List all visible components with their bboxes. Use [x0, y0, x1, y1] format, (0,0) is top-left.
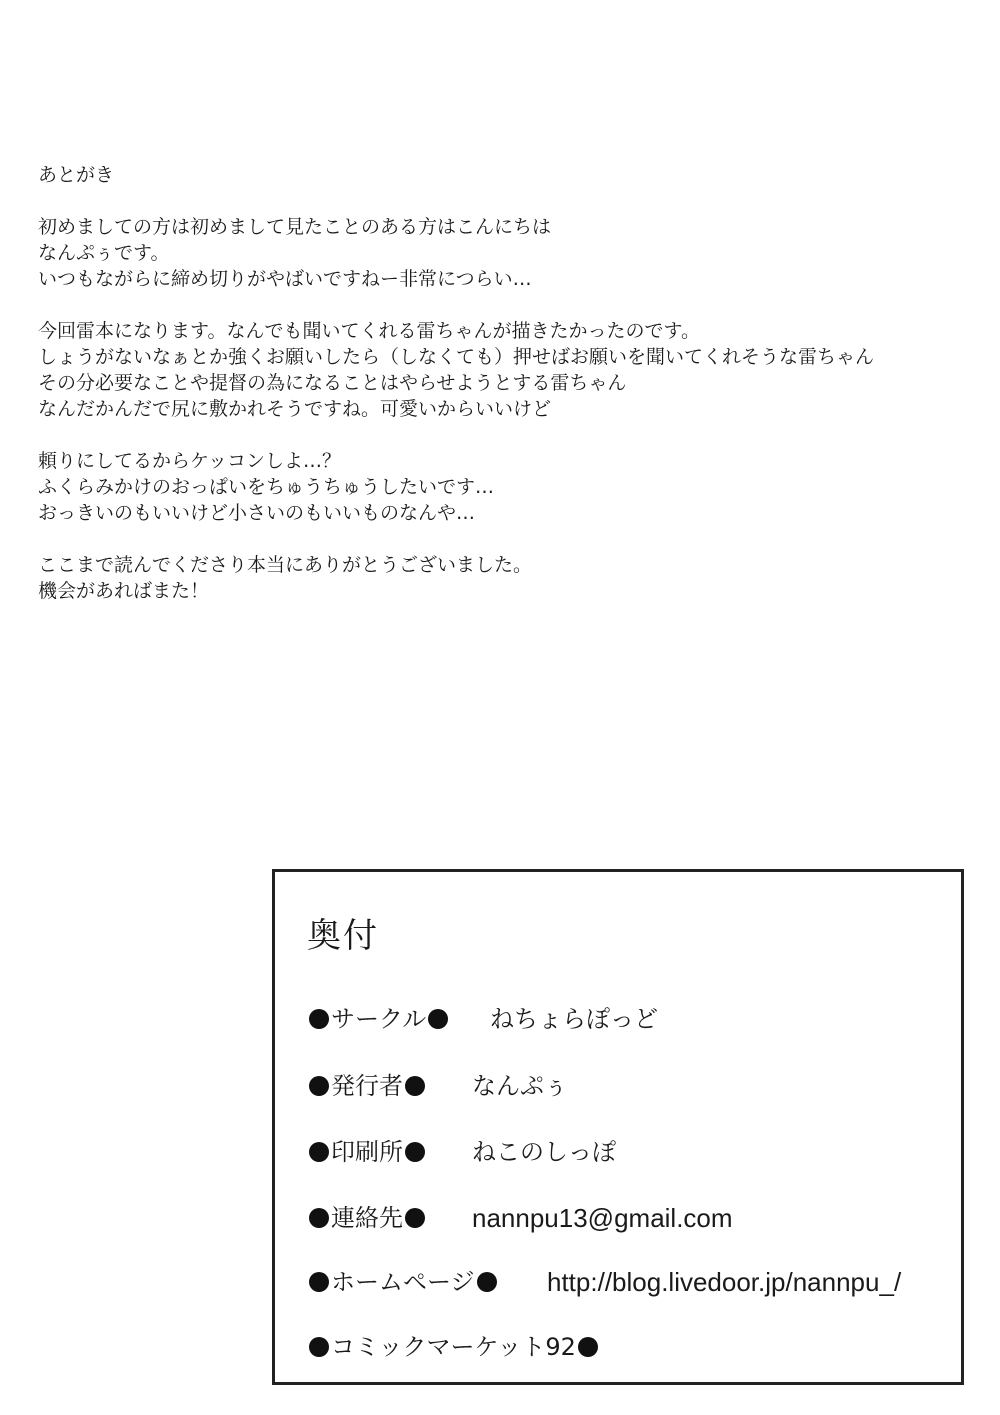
- colophon-row-circle: [307, 1002, 957, 1036]
- afterword-line: その分必要なことや提督の為になることはやらせようとする雷ちゃん: [38, 372, 627, 394]
- colophon-value: なんぷぅ: [472, 1072, 568, 1100]
- colophon-box: [272, 869, 964, 1385]
- colophon-row-event: [307, 1330, 957, 1364]
- bullet-dot-icon: [309, 1009, 329, 1029]
- afterword-line: 機会があればまた！: [38, 580, 210, 602]
- colophon-value: ねこのしっぽ: [472, 1138, 616, 1166]
- homepage-url: http://blog.livedoor.jp/nannpu_/: [547, 1267, 902, 1297]
- afterword-line: なんぷぅです。: [38, 242, 170, 264]
- contact-email: nannpu13@gmail.com: [472, 1203, 733, 1233]
- colophon-label-text: ホームページ: [331, 1268, 475, 1296]
- colophon-title: 奥付: [307, 916, 379, 956]
- afterword-line: なんだかんだで尻に敷かれそうですね。可愛いからいいけど: [38, 398, 552, 420]
- afterword-line: 今回雷本になります。なんでも聞いてくれる雷ちゃんが描きたかったのです。: [38, 320, 700, 342]
- colophon-row-contact: [307, 1201, 957, 1235]
- afterword-section: [38, 162, 938, 630]
- afterword-paragraph-3: [38, 448, 938, 526]
- bullet-dot-icon: [309, 1076, 329, 1096]
- afterword-line: しょうがないなぁとか強くお願いしたら（しなくても）押せばお願いを聞いてくれそうな雷ちゃん: [38, 346, 875, 368]
- bullet-dot-icon: [578, 1337, 598, 1357]
- colophon-row-homepage: [307, 1265, 957, 1299]
- colophon-label: [307, 1069, 427, 1103]
- bullet-dot-icon: [405, 1208, 425, 1228]
- colophon-value: ねちょらぽっど: [490, 1005, 658, 1033]
- afterword-line: 初めましての方は初めまして見たことのある方はこんにちは: [38, 216, 552, 238]
- colophon-label-text: 発行者: [331, 1072, 403, 1100]
- afterword-line: おっきいのもいいけど小さいのもいいものなんや…: [38, 502, 476, 524]
- bullet-dot-icon: [309, 1208, 329, 1228]
- bullet-dot-icon: [309, 1337, 329, 1357]
- afterword-heading: あとがき: [38, 164, 115, 186]
- colophon-label-text: コミックマーケット92: [331, 1333, 576, 1361]
- afterword-paragraph-1: [38, 214, 938, 292]
- colophon-row-publisher: [307, 1069, 957, 1103]
- afterword-line: ふくらみかけのおっぱいをちゅうちゅうしたいです…: [38, 476, 495, 498]
- afterword-paragraph-2: [38, 318, 938, 422]
- bullet-dot-icon: [405, 1142, 425, 1162]
- bullet-dot-icon: [309, 1272, 329, 1292]
- bullet-dot-icon: [309, 1142, 329, 1162]
- colophon-label: [307, 1135, 427, 1169]
- bullet-dot-icon: [405, 1076, 425, 1096]
- colophon-row-printer: [307, 1135, 957, 1169]
- colophon-label: [307, 1002, 450, 1036]
- colophon-label-text: 印刷所: [331, 1138, 403, 1166]
- bullet-dot-icon: [428, 1009, 448, 1029]
- colophon-label: [307, 1201, 427, 1235]
- afterword-line: いつもながらに締め切りがやばいですねー非常につらい…: [38, 268, 532, 290]
- colophon-label-text: 連絡先: [331, 1204, 403, 1232]
- afterword-line: 頼りにしてるからケッコンしよ…？: [38, 450, 342, 472]
- bullet-dot-icon: [477, 1272, 497, 1292]
- afterword-line: ここまで読んでくださり本当にありがとうございました。: [38, 554, 533, 576]
- afterword-paragraph-4: [38, 552, 938, 604]
- colophon-label-text: サークル: [331, 1005, 427, 1033]
- colophon-label: [307, 1330, 600, 1364]
- colophon-label: [307, 1265, 499, 1299]
